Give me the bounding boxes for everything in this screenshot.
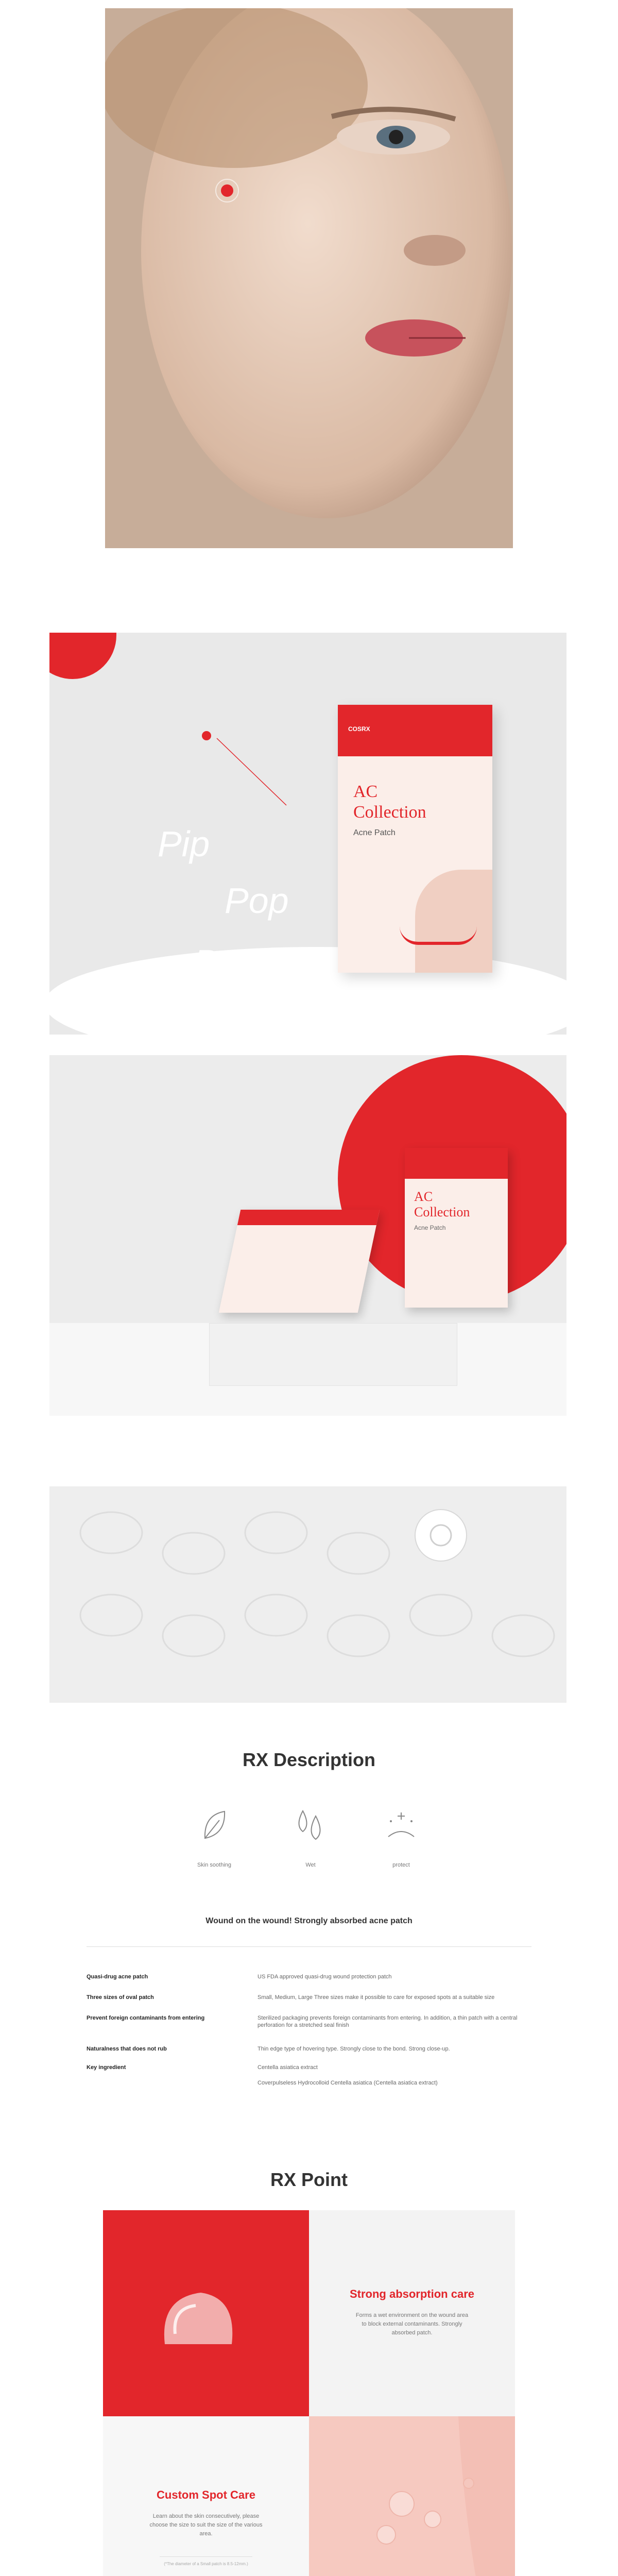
point2-title: Custom Spot Care [157, 2488, 255, 2501]
product-box-lying [219, 1210, 380, 1313]
patch-closeup-panel [49, 1486, 566, 1703]
gel-patch-illustration [103, 2210, 309, 2416]
row-value: Thin edge type of hovering type. Strongly close to the bond. Strong close-up. [258, 2046, 450, 2052]
point2-image [309, 2416, 515, 2576]
row-key: Naturalness that does not rub [87, 2046, 167, 2052]
point2-divider [160, 2556, 252, 2557]
point2-note: (*The diameter of a Small patch is 8.5-12mm.) [164, 2562, 248, 2566]
product-panel-two [49, 1055, 566, 1416]
product-box-standing-top [405, 1148, 508, 1179]
icon-label-wet: Wet [305, 1862, 316, 1868]
brand-label: COSRX [348, 725, 370, 733]
table-row [87, 1973, 531, 1994]
table-row [87, 2079, 531, 2100]
patches-on-skin-illustration [309, 2416, 515, 2576]
row-key: Quasi-drug acne patch [87, 1974, 148, 1980]
drops-icon [293, 1806, 329, 1847]
product-line1: AC [353, 782, 378, 801]
point1-image [103, 2210, 309, 2416]
row-value: US FDA approved quasi-drug wound protection patch [258, 1974, 392, 1980]
point2-text: Learn about the skin consecutively, please choose the size to suit the size of the various area. [149, 2513, 263, 2537]
point1-text-panel [309, 2210, 515, 2416]
divider [87, 1946, 531, 1947]
sparkle-icon [383, 1808, 419, 1844]
table-row [87, 2045, 531, 2064]
description-title: RX Description [242, 1749, 376, 1770]
description-table [87, 1973, 531, 2100]
icon-label-protect: protect [392, 1862, 410, 1868]
table-row [87, 2064, 531, 2079]
row-key: Key ingredient [87, 2064, 126, 2071]
word-pip: Pip [158, 824, 210, 864]
description-tagline: Wound on the wound! Strongly absorbed acne patch [205, 1917, 413, 1925]
point2-text-panel [103, 2416, 309, 2576]
product-box [338, 705, 492, 973]
row-key: Prevent foreign contaminants from entering [87, 2015, 205, 2021]
product-line2: Collection [353, 803, 426, 822]
row-value: Coverpulseless Hydrocolloid Centella asiatica (Centella asiatica extract) [258, 2080, 438, 2086]
patch-sheet [209, 1323, 457, 1386]
lying-box-stripe [237, 1210, 380, 1225]
point1-title: Strong absorption care [349, 2287, 475, 2300]
hero-model-photo [105, 8, 513, 548]
row-value: Small, Medium, Large Three sizes make it possible to care for exposed spots at a suitable size [258, 1994, 495, 2001]
leaf-icon [199, 1807, 230, 1849]
row-key: Three sizes of oval patch [87, 1994, 154, 2001]
point-title: RX Point [270, 2169, 348, 2190]
face-graphic [415, 870, 492, 973]
row-value: Centella asiatica extract [258, 2064, 318, 2071]
table-row [87, 1994, 531, 2014]
word-pew: Pew [194, 942, 264, 982]
product-sub: Acne Patch [353, 828, 396, 837]
point1-text: Forms a wet environment on the wound area to block external contaminants. Strongly absorbed patch. [355, 2312, 469, 2336]
row-value: Sterilized packaging prevents foreign contaminants from entering. In addition, a thin patch with a central perforation for a stretched seal finish [258, 2015, 518, 2028]
arrow-graphic [400, 926, 477, 945]
standing-line1: AC [414, 1189, 433, 1204]
standing-line2: Collection [414, 1205, 470, 1219]
table-row [87, 2014, 531, 2045]
patch-closeup-illustration [49, 1486, 566, 1703]
product-box-standing [405, 1148, 508, 1308]
model-face-illustration [105, 8, 513, 548]
icon-label-soothing: Skin soothing [197, 1862, 232, 1868]
word-pop: Pop [225, 880, 289, 921]
standing-sub: Acne Patch [414, 1224, 446, 1231]
product-panel-pip-pop [49, 633, 566, 1035]
